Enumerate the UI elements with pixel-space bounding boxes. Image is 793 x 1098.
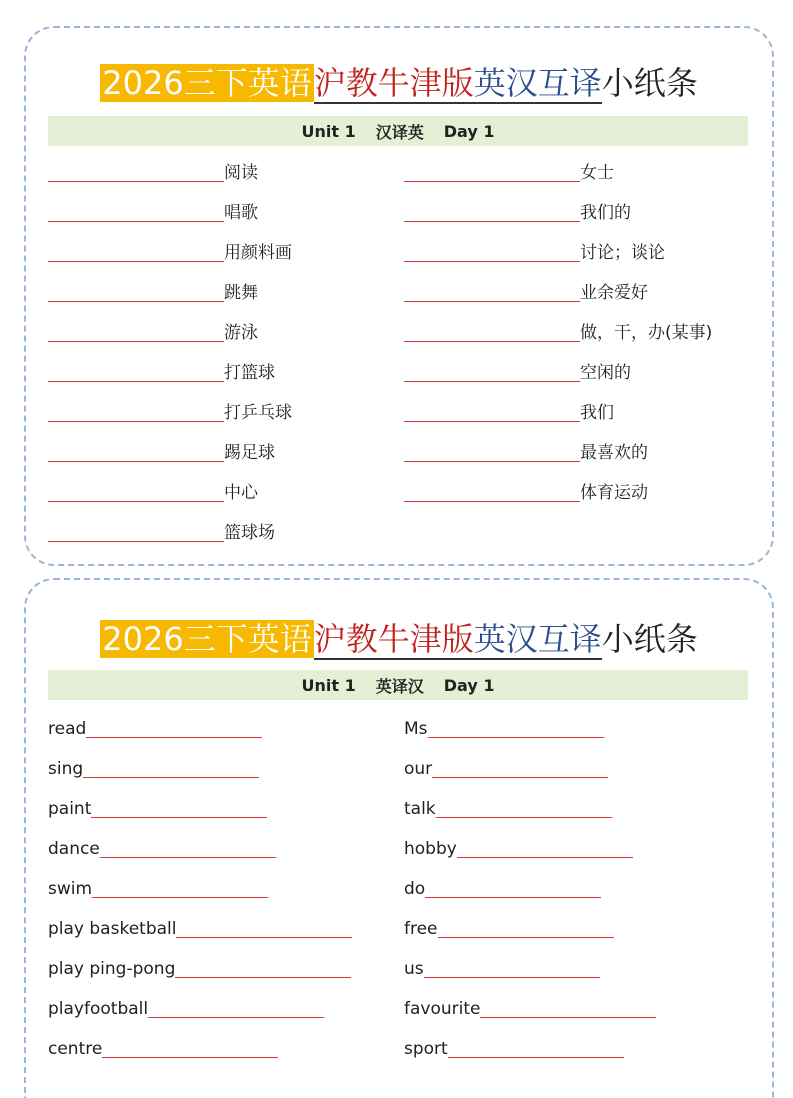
answer-blank-line[interactable] [404, 221, 580, 222]
vocab-prompt: 最喜欢的 [580, 443, 648, 463]
vocab-prompt: playfootball [48, 999, 149, 1019]
answer-blank-line[interactable] [48, 461, 224, 462]
vocab-prompt: us [404, 959, 424, 979]
answer-blank-line[interactable] [48, 421, 224, 422]
worksheet-row [404, 318, 712, 346]
worksheet-row [404, 914, 614, 942]
worksheet-row [48, 954, 351, 982]
unit-header-bar [48, 670, 748, 700]
day-label: Day 1 [443, 121, 495, 141]
mode-label: 英译汉 [375, 676, 424, 696]
worksheet-row [48, 278, 258, 306]
answer-blank-line[interactable] [404, 421, 580, 422]
worksheet-row [48, 874, 268, 902]
vocab-prompt: 我们 [580, 403, 614, 423]
worksheet-card-chinese-to-english [24, 26, 774, 566]
vocab-prompt: Ms [404, 719, 428, 739]
worksheet-row [48, 794, 267, 822]
answer-blank-line[interactable] [48, 541, 224, 542]
vocab-prompt: 唱歌 [224, 203, 258, 223]
answer-blank-line[interactable] [425, 897, 601, 898]
mode-label: 汉译英 [375, 122, 424, 142]
day-label: Day 1 [443, 675, 495, 695]
worksheet-row [404, 1034, 624, 1062]
title-year-highlight: 2026三下英语 [102, 620, 312, 658]
answer-blank-line[interactable] [175, 977, 351, 978]
answer-blank-line[interactable] [86, 737, 262, 738]
answer-blank-line[interactable] [438, 937, 614, 938]
worksheet-row [48, 158, 258, 186]
vocab-prompt: talk [404, 799, 436, 819]
worksheet-row [48, 914, 352, 942]
vocab-prompt: 打篮球 [224, 363, 275, 383]
vocab-prompt: 我们的 [580, 203, 631, 223]
answer-blank-line[interactable] [148, 1017, 324, 1018]
answer-blank-line[interactable] [480, 1017, 656, 1018]
vocab-prompt: 游泳 [224, 323, 258, 343]
vocab-prompt: dance [48, 839, 100, 859]
answer-blank-line[interactable] [404, 501, 580, 502]
vocab-prompt: 踢足球 [224, 443, 275, 463]
worksheet-row [48, 438, 275, 466]
worksheet-row [404, 714, 604, 742]
worksheet-row [48, 1034, 278, 1062]
vocab-prompt: 阅读 [224, 163, 258, 183]
unit-header-bar [48, 116, 748, 146]
vocab-prompt: favourite [404, 999, 481, 1019]
answer-blank-line[interactable] [48, 221, 224, 222]
worksheet-row [48, 714, 262, 742]
worksheet-row [48, 518, 275, 546]
vocab-prompt: centre [48, 1039, 103, 1059]
worksheet-row [404, 238, 665, 266]
answer-blank-line[interactable] [48, 501, 224, 502]
worksheet-card-english-to-chinese [24, 578, 774, 1098]
answer-blank-line[interactable] [457, 857, 633, 858]
worksheet-row [404, 198, 631, 226]
worksheet-title [26, 58, 772, 104]
worksheet-row [404, 954, 600, 982]
vocab-prompt: 打乒乓球 [224, 403, 292, 423]
worksheet-row [48, 994, 324, 1022]
answer-blank-line[interactable] [424, 977, 600, 978]
worksheet-row [404, 874, 601, 902]
answer-blank-line[interactable] [176, 937, 352, 938]
title-mutual-translation: 英汉互译 [473, 64, 602, 102]
title-note: 小纸条 [601, 64, 698, 102]
worksheet-row [404, 834, 633, 862]
vocab-prompt: 空闲的 [580, 363, 631, 383]
answer-blank-line[interactable] [48, 261, 224, 262]
worksheet-row [404, 398, 614, 426]
answer-blank-line[interactable] [100, 857, 276, 858]
worksheet-row [48, 238, 292, 266]
worksheet-row [404, 358, 631, 386]
answer-blank-line[interactable] [404, 461, 580, 462]
answer-blank-line[interactable] [48, 181, 224, 182]
answer-blank-line[interactable] [436, 817, 612, 818]
worksheet-row [48, 358, 275, 386]
answer-blank-line[interactable] [404, 181, 580, 182]
vocab-prompt: 跳舞 [224, 283, 258, 303]
answer-blank-line[interactable] [102, 1057, 278, 1058]
vocab-prompt: sing [48, 759, 84, 779]
vocab-prompt: 篮球场 [224, 523, 275, 543]
vocab-prompt: 业余爱好 [580, 283, 648, 303]
title-note: 小纸条 [601, 620, 698, 658]
answer-blank-line[interactable] [404, 381, 580, 382]
worksheet-row [404, 754, 608, 782]
vocab-prompt: read [48, 719, 87, 739]
unit-label: Unit 1 [301, 121, 356, 141]
worksheet-row [48, 754, 259, 782]
vocab-prompt: 讨论；谈论 [580, 243, 665, 263]
worksheet-row [48, 198, 258, 226]
answer-blank-line[interactable] [432, 777, 608, 778]
vocab-prompt: sport [404, 1039, 448, 1059]
answer-blank-line[interactable] [404, 341, 580, 342]
vocab-prompt: 做，干，办(某事) [580, 323, 713, 343]
answer-blank-line[interactable] [92, 897, 268, 898]
vocab-prompt: 用颜料画 [224, 243, 292, 263]
worksheet-row [48, 478, 258, 506]
vocab-prompt: 女士 [580, 163, 614, 183]
vocab-prompt: hobby [404, 839, 457, 859]
vocab-prompt: our [404, 759, 433, 779]
worksheet-row [404, 478, 648, 506]
worksheet-row [404, 994, 656, 1022]
title-press: 沪教牛津版 [313, 620, 474, 658]
title-press: 沪教牛津版 [313, 64, 474, 102]
worksheet-row [404, 278, 648, 306]
unit-label: Unit 1 [301, 675, 356, 695]
title-mutual-translation: 英汉互译 [473, 620, 602, 658]
answer-blank-line[interactable] [428, 737, 604, 738]
title-year-highlight: 2026三下英语 [102, 64, 312, 102]
answer-blank-line[interactable] [91, 817, 267, 818]
vocab-prompt: play basketball [48, 919, 177, 939]
answer-blank-line[interactable] [83, 777, 259, 778]
worksheet-row [48, 398, 292, 426]
worksheet-row [404, 438, 648, 466]
worksheet-row [48, 318, 258, 346]
answer-blank-line[interactable] [48, 301, 224, 302]
vocab-prompt: do [404, 879, 426, 899]
worksheet-row [404, 794, 612, 822]
worksheet-row [404, 158, 614, 186]
worksheet-row [48, 834, 276, 862]
worksheet-title [26, 614, 772, 660]
vocab-prompt: free [404, 919, 438, 939]
vocab-prompt: paint [48, 799, 92, 819]
vocab-prompt: play ping-pong [48, 959, 176, 979]
answer-blank-line[interactable] [48, 381, 224, 382]
vocab-prompt: swim [48, 879, 93, 899]
vocab-prompt: 体育运动 [580, 483, 648, 503]
answer-blank-line[interactable] [48, 341, 224, 342]
answer-blank-line[interactable] [404, 261, 580, 262]
vocab-prompt: 中心 [224, 483, 258, 503]
answer-blank-line[interactable] [448, 1057, 624, 1058]
answer-blank-line[interactable] [404, 301, 580, 302]
